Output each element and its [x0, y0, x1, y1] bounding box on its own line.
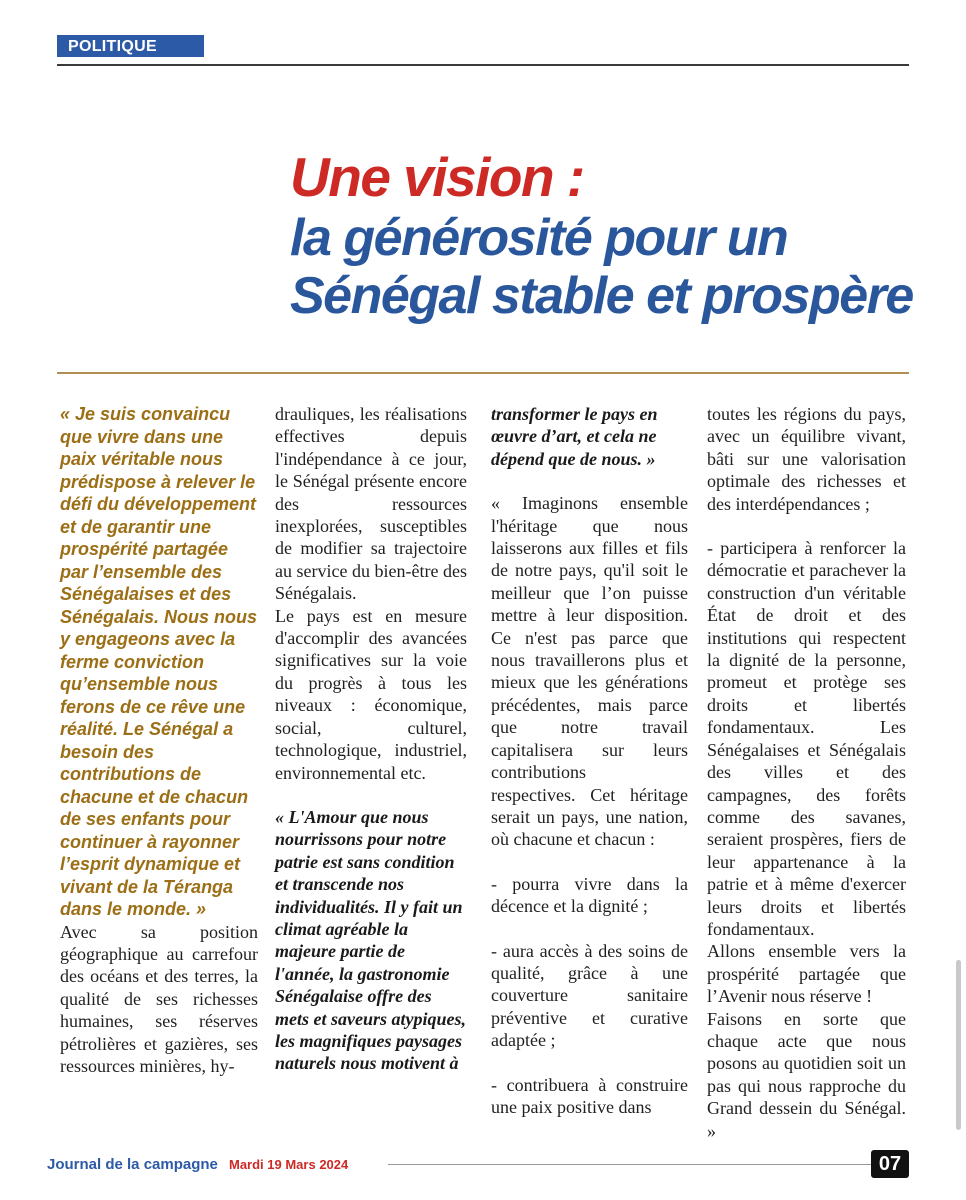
section-tag: POLITIQUE [57, 35, 204, 57]
bullet-item: - contribuera à construire une paix positive dans [491, 1074, 688, 1117]
body-paragraph: respectives. Cet héritage serait un pays, une nation, où chacune et chacun : [491, 784, 688, 850]
bullet-item: - aura accès à des soins de qualité, grâce à une couverture sanitaire préventive et curative adaptée ; [491, 940, 688, 1051]
scrollbar-thumb[interactable] [956, 960, 961, 1130]
title-line-2: la générosité pour un [290, 209, 788, 267]
title-line-1: Une vision : [290, 146, 584, 208]
body-paragraph: Le pays est en mesure d'accomplir des avancées significatives sur la voie du progrès à tous les niveaux : économique, social, culturel, technologique, industriel, environnemental etc. [275, 605, 467, 783]
title-line-3: Sénégal stable et prospère [290, 267, 913, 325]
body-paragraph: Avec sa position géographique au carrefour des océans et des terres, la qualité de ses richesses humaines, ses réserves pétrolières et gazières, ses ressources minières, hy- [60, 921, 258, 1076]
quote-paragraph: « L'Amour que nous nourrissons pour notre patrie est sans condition et transcende nos individualités. Il y fait un climat agréable la majeure partie de l'année, la gastronomie Sénégalaise offre des mets et saveurs atypiques, les magnifiques paysages naturels nous motivent à [275, 806, 466, 1074]
pull-quote: « Je suis convaincu que vivre dans une paix véritable nous prédispose à relever le défi du développement et de garantir une prospérité partagée par l’ensemble des Sénégalaises et des Sénégalais. Nous nous y engageons avec la ferme conviction qu’ensemble nous ferons de ce rêve une réalité. Le Sénégal a besoin des contributions de chacune et de chacun de ses enfants pour continuer à rayonner l’esprit dynamique et vivant de la Téranga dans le monde. » [60, 404, 258, 919]
issue-date: Mardi 19 Mars 2024 [229, 1157, 349, 1172]
body-paragraph: Faisons en sorte que chaque acte que nous posons au quotidien soit un pas qui nous rapproche du Grand dessein du Sénégal. » [707, 1008, 906, 1141]
article-title [290, 145, 930, 325]
column-2 [275, 403, 467, 1075]
column-1 [60, 403, 258, 1077]
column-3 [491, 403, 688, 1118]
title-divider [57, 372, 909, 374]
footer-divider [388, 1164, 871, 1165]
body-paragraph: Allons ensemble vers la prospérité partagée que l’Avenir nous réserve ! [707, 941, 906, 1007]
body-paragraph: « Imaginons ensemble l'héritage que nous laisserons aux filles et fils de notre pays, qu'il soit le meilleur que l’on puisse mettre à leur disposition. Ce n'est pas parce que nous travaillerons plus et mieux que les générations précédentes, mais parce que notre travail capitalisera sur leurs contributions [491, 493, 688, 783]
body-paragraph: toutes les régions du pays, avec un équilibre vivant, bâti sur une valorisation optimale des richesses et des interdépendances ; [707, 404, 906, 514]
bullet-item: - participera à renforcer la démocratie et parachever la construction d'un véritable État de droit et des institutions qui respectent la dignité de la personne, promeut et protège ses droits et libertés fondamentaux. Les Sénégalaises et Sénégalais des villes et des campagnes, des forêts comme des savanes, seraient prospères, fiers de leur appartenance à la patrie et à même d'exercer leurs droits et libertés fondamentaux. [707, 538, 906, 939]
top-divider [57, 64, 909, 66]
page-number: 07 [871, 1150, 909, 1178]
body-paragraph: drauliques, les réalisations effectives depuis l'indépendance à ce jour, le Sénégal présente encore des ressources inexplorées, susceptibles de modifier sa trajectoire au service du bien-être des Sénégalais. [275, 404, 467, 604]
bullet-item: - pourra vivre dans la décence et la dignité ; [491, 873, 688, 917]
journal-name: Journal de la campagne [47, 1156, 218, 1173]
quote-paragraph: transformer le pays en œuvre d’art, et cela ne dépend que de nous. » [491, 404, 658, 469]
column-4 [707, 403, 906, 1142]
